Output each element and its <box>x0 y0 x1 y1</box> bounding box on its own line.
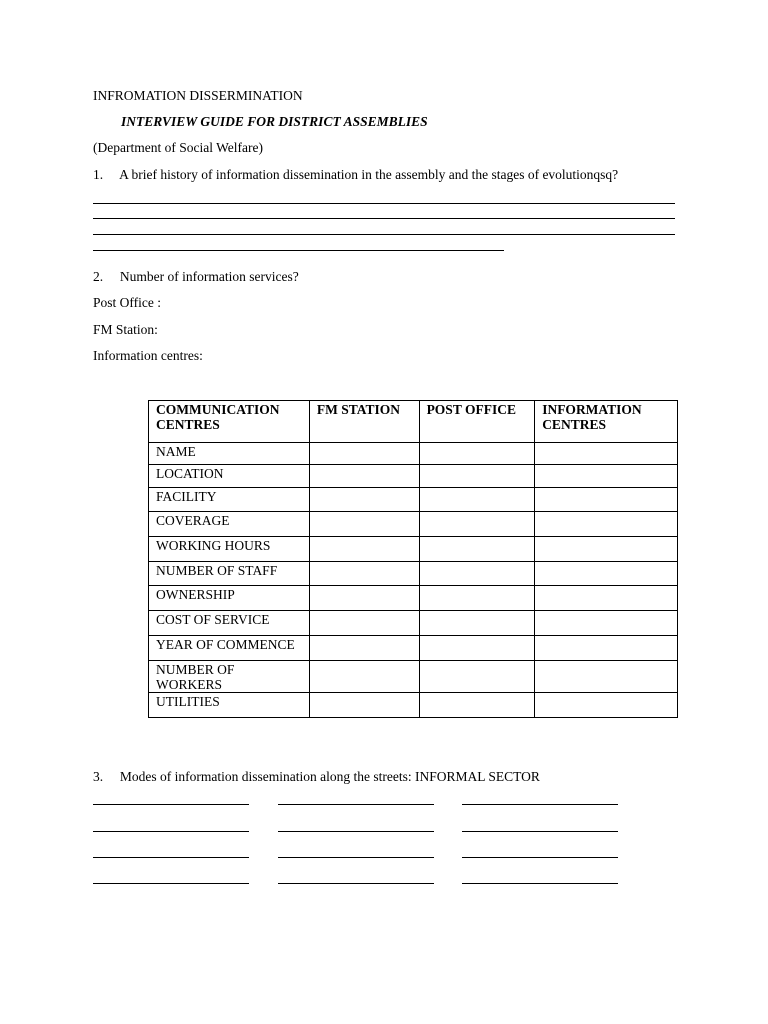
answer-line[interactable] <box>93 250 504 251</box>
row-label: UTILITIES <box>149 693 310 718</box>
question-3-text: Modes of information dissemination along the streets: INFORMAL SECTOR <box>119 769 540 784</box>
table-cell[interactable] <box>535 512 678 537</box>
header-post-office: POST OFFICE <box>419 401 535 443</box>
table-cell[interactable] <box>419 465 535 488</box>
document-heading: INFROMATION DISSERMINATION <box>93 88 303 103</box>
table-row <box>149 537 678 562</box>
information-centres-label: Information centres: <box>93 348 203 363</box>
table-cell[interactable] <box>309 537 419 562</box>
answer-blank[interactable] <box>93 804 249 805</box>
answer-line[interactable] <box>93 218 675 219</box>
table-cell[interactable] <box>419 661 535 693</box>
row-label: WORKING HOURS <box>149 537 310 562</box>
table-cell[interactable] <box>535 636 678 661</box>
answer-blank[interactable] <box>278 831 434 832</box>
answer-blank[interactable] <box>278 804 434 805</box>
answer-blank[interactable] <box>278 857 434 858</box>
table-cell[interactable] <box>309 661 419 693</box>
table-cell[interactable] <box>535 562 678 586</box>
table-cell[interactable] <box>309 562 419 586</box>
table-cell[interactable] <box>535 586 678 611</box>
answer-line[interactable] <box>93 203 675 204</box>
answer-blank[interactable] <box>93 857 249 858</box>
answer-line[interactable] <box>93 234 675 235</box>
table-cell[interactable] <box>535 488 678 512</box>
question-3-number: 3. <box>93 769 104 784</box>
table-header-row <box>149 401 678 443</box>
row-label: LOCATION <box>149 465 310 488</box>
table-cell[interactable] <box>535 537 678 562</box>
table-cell[interactable] <box>309 611 419 636</box>
row-label: FACILITY <box>149 488 310 512</box>
answer-blank[interactable] <box>93 883 249 884</box>
table-row <box>149 611 678 636</box>
table-cell[interactable] <box>419 512 535 537</box>
row-label: NAME <box>149 443 310 465</box>
table-row <box>149 586 678 611</box>
table-cell[interactable] <box>419 443 535 465</box>
department-label: (Department of Social Welfare) <box>93 140 263 155</box>
table-row <box>149 693 678 718</box>
table-cell[interactable] <box>535 693 678 718</box>
table-row <box>149 636 678 661</box>
row-label: YEAR OF COMMENCE <box>149 636 310 661</box>
question-1 <box>93 167 618 183</box>
question-1-number: 1. <box>93 167 104 182</box>
question-2-text: Number of information services? <box>119 269 299 284</box>
table-cell[interactable] <box>309 512 419 537</box>
question-1-text: A brief history of information dissemination in the assembly and the stages of evolutionqsq? <box>119 167 619 182</box>
table-row <box>149 443 678 465</box>
answer-blank[interactable] <box>462 831 618 832</box>
answer-blank[interactable] <box>462 804 618 805</box>
row-label: NUMBER OF WORKERS <box>149 661 310 693</box>
question-2 <box>93 269 299 285</box>
answer-blank[interactable] <box>278 883 434 884</box>
table-cell[interactable] <box>309 488 419 512</box>
table-cell[interactable] <box>419 537 535 562</box>
table-cell[interactable] <box>309 465 419 488</box>
table-cell[interactable] <box>419 693 535 718</box>
row-label: COVERAGE <box>149 512 310 537</box>
communication-centres-table <box>148 400 678 718</box>
table-cell[interactable] <box>419 586 535 611</box>
table-cell[interactable] <box>419 562 535 586</box>
answer-blank[interactable] <box>462 883 618 884</box>
table-cell[interactable] <box>535 465 678 488</box>
table-row <box>149 488 678 512</box>
table-row <box>149 562 678 586</box>
table-cell[interactable] <box>419 611 535 636</box>
post-office-label: Post Office : <box>93 295 161 310</box>
table-row <box>149 465 678 488</box>
header-fm-station: FM STATION <box>309 401 419 443</box>
document-subtitle: INTERVIEW GUIDE FOR DISTRICT ASSEMBLIES <box>121 114 428 129</box>
question-2-number: 2. <box>93 269 104 284</box>
table-cell[interactable] <box>309 586 419 611</box>
table-cell[interactable] <box>309 443 419 465</box>
table-cell[interactable] <box>309 636 419 661</box>
table-cell[interactable] <box>535 611 678 636</box>
table-cell[interactable] <box>419 636 535 661</box>
question-3 <box>93 769 540 785</box>
table-cell[interactable] <box>535 661 678 693</box>
table-row <box>149 512 678 537</box>
fm-station-label: FM Station: <box>93 322 158 337</box>
table-cell[interactable] <box>535 443 678 465</box>
table-cell[interactable] <box>309 693 419 718</box>
header-information-centres: INFORMATION CENTRES <box>535 401 678 443</box>
row-label: OWNERSHIP <box>149 586 310 611</box>
table-row <box>149 661 678 693</box>
answer-blank[interactable] <box>93 831 249 832</box>
row-label: COST OF SERVICE <box>149 611 310 636</box>
row-label: NUMBER OF STAFF <box>149 562 310 586</box>
table-cell[interactable] <box>419 488 535 512</box>
answer-blank[interactable] <box>462 857 618 858</box>
header-communication-centres: COMMUNICATION CENTRES <box>149 401 310 443</box>
